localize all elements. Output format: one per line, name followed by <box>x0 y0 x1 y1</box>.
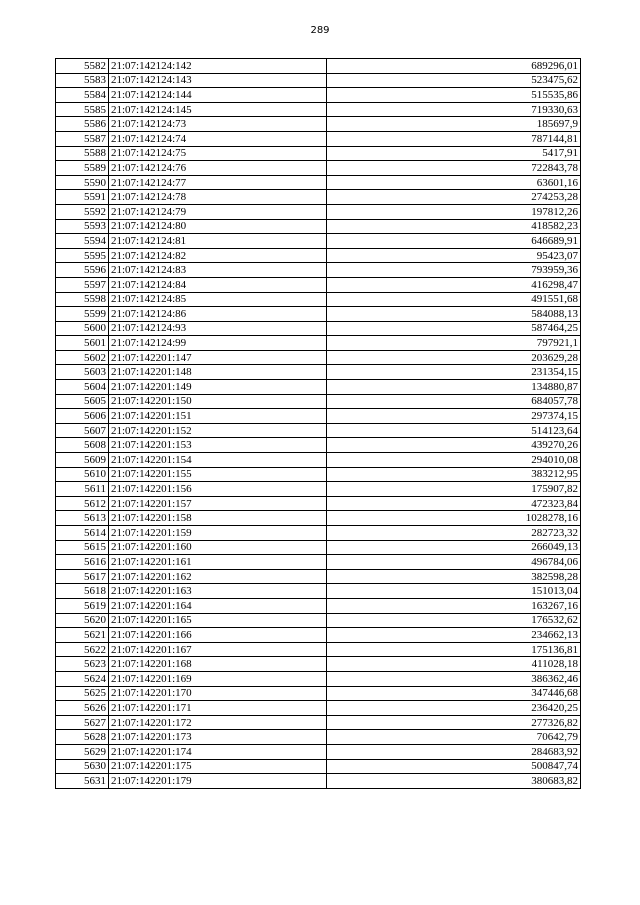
cadastral-number-cell: 21:07:142201:173 <box>109 730 327 745</box>
cadastral-number-cell: 21:07:142201:151 <box>109 409 327 424</box>
table-row <box>56 59 581 74</box>
cadastral-value-cell: 197812,26 <box>327 204 581 219</box>
row-number-cell: 5589 <box>56 161 109 176</box>
row-number-cell: 5588 <box>56 146 109 161</box>
cadastral-value-cell: 347446,68 <box>327 686 581 701</box>
table-row <box>56 321 581 336</box>
table-row <box>56 292 581 307</box>
table-row <box>56 511 581 526</box>
row-number-cell: 5607 <box>56 423 109 438</box>
cadastral-value-cell: 282723,32 <box>327 526 581 541</box>
table-row <box>56 671 581 686</box>
cadastral-value-cell: 284683,92 <box>327 744 581 759</box>
cadastral-number-cell: 21:07:142201:162 <box>109 569 327 584</box>
row-number-cell: 5595 <box>56 248 109 263</box>
row-number-cell: 5583 <box>56 73 109 88</box>
cadastral-value-cell: 411028,18 <box>327 657 581 672</box>
cadastral-value-cell: 95423,07 <box>327 248 581 263</box>
cadastral-number-cell: 21:07:142201:172 <box>109 715 327 730</box>
table-row <box>56 277 581 292</box>
table-row <box>56 248 581 263</box>
table-row <box>56 701 581 716</box>
cadastral-number-cell: 21:07:142124:145 <box>109 102 327 117</box>
cadastral-number-cell: 21:07:142124:74 <box>109 131 327 146</box>
table-row <box>56 161 581 176</box>
cadastral-value-cell: 793959,36 <box>327 263 581 278</box>
table-row <box>56 307 581 322</box>
table-row <box>56 584 581 599</box>
row-number-cell: 5625 <box>56 686 109 701</box>
cadastral-number-cell: 21:07:142201:160 <box>109 540 327 555</box>
row-number-cell: 5587 <box>56 131 109 146</box>
row-number-cell: 5616 <box>56 555 109 570</box>
cadastral-value-cell: 515535,86 <box>327 88 581 103</box>
table-row <box>56 774 581 789</box>
row-number-cell: 5604 <box>56 380 109 395</box>
row-number-cell: 5597 <box>56 277 109 292</box>
cadastral-value-cell: 203629,28 <box>327 350 581 365</box>
cadastral-value-cell: 266049,13 <box>327 540 581 555</box>
table-row <box>56 453 581 468</box>
table-row <box>56 569 581 584</box>
row-number-cell: 5612 <box>56 496 109 511</box>
cadastral-value-cell: 297374,15 <box>327 409 581 424</box>
cadastral-number-cell: 21:07:142201:154 <box>109 453 327 468</box>
row-number-cell: 5582 <box>56 59 109 74</box>
row-number-cell: 5609 <box>56 453 109 468</box>
cadastral-number-cell: 21:07:142201:169 <box>109 671 327 686</box>
cadastral-number-cell: 21:07:142124:76 <box>109 161 327 176</box>
table-body <box>56 59 581 789</box>
table-row <box>56 380 581 395</box>
cadastral-number-cell: 21:07:142201:168 <box>109 657 327 672</box>
cadastral-number-cell: 21:07:142124:82 <box>109 248 327 263</box>
table-row <box>56 88 581 103</box>
cadastral-value-cell: 163267,16 <box>327 598 581 613</box>
table-row <box>56 526 581 541</box>
row-number-cell: 5611 <box>56 482 109 497</box>
table-row <box>56 482 581 497</box>
cadastral-number-cell: 21:07:142201:167 <box>109 642 327 657</box>
cadastral-value-cell: 500847,74 <box>327 759 581 774</box>
row-number-cell: 5602 <box>56 350 109 365</box>
cadastral-number-cell: 21:07:142201:155 <box>109 467 327 482</box>
cadastral-number-cell: 21:07:142124:84 <box>109 277 327 292</box>
row-number-cell: 5592 <box>56 204 109 219</box>
table-row <box>56 628 581 643</box>
cadastral-number-cell: 21:07:142201:150 <box>109 394 327 409</box>
row-number-cell: 5584 <box>56 88 109 103</box>
cadastral-number-cell: 21:07:142201:179 <box>109 774 327 789</box>
cadastral-number-cell: 21:07:142201:147 <box>109 350 327 365</box>
cadastral-number-cell: 21:07:142201:161 <box>109 555 327 570</box>
cadastral-number-cell: 21:07:142124:78 <box>109 190 327 205</box>
cadastral-value-cell: 5417,91 <box>327 146 581 161</box>
cadastral-number-cell: 21:07:142201:158 <box>109 511 327 526</box>
cadastral-value-cell: 294010,08 <box>327 453 581 468</box>
row-number-cell: 5596 <box>56 263 109 278</box>
cadastral-value-cell: 1028278,16 <box>327 511 581 526</box>
row-number-cell: 5617 <box>56 569 109 584</box>
table-row <box>56 555 581 570</box>
table-row <box>56 642 581 657</box>
table-row <box>56 175 581 190</box>
row-number-cell: 5614 <box>56 526 109 541</box>
row-number-cell: 5603 <box>56 365 109 380</box>
row-number-cell: 5590 <box>56 175 109 190</box>
cadastral-value-table <box>55 58 581 789</box>
table-row <box>56 204 581 219</box>
cadastral-value-cell: 797921,1 <box>327 336 581 351</box>
page-number: 289 <box>310 25 330 36</box>
cadastral-value-cell: 719330,63 <box>327 102 581 117</box>
table-row <box>56 613 581 628</box>
cadastral-value-cell: 383212,95 <box>327 467 581 482</box>
row-number-cell: 5600 <box>56 321 109 336</box>
row-number-cell: 5628 <box>56 730 109 745</box>
row-number-cell: 5622 <box>56 642 109 657</box>
cadastral-value-cell: 514123,64 <box>327 423 581 438</box>
row-number-cell: 5593 <box>56 219 109 234</box>
cadastral-number-cell: 21:07:142124:85 <box>109 292 327 307</box>
table-row <box>56 759 581 774</box>
cadastral-number-cell: 21:07:142124:75 <box>109 146 327 161</box>
cadastral-number-cell: 21:07:142201:174 <box>109 744 327 759</box>
cadastral-number-cell: 21:07:142201:157 <box>109 496 327 511</box>
table-row <box>56 715 581 730</box>
row-number-cell: 5601 <box>56 336 109 351</box>
row-number-cell: 5618 <box>56 584 109 599</box>
cadastral-value-cell: 722843,78 <box>327 161 581 176</box>
cadastral-number-cell: 21:07:142201:148 <box>109 365 327 380</box>
cadastral-number-cell: 21:07:142124:73 <box>109 117 327 132</box>
cadastral-value-cell: 496784,06 <box>327 555 581 570</box>
cadastral-value-cell: 70642,79 <box>327 730 581 745</box>
row-number-cell: 5606 <box>56 409 109 424</box>
row-number-cell: 5620 <box>56 613 109 628</box>
cadastral-number-cell: 21:07:142124:77 <box>109 175 327 190</box>
cadastral-value-cell: 418582,23 <box>327 219 581 234</box>
cadastral-value-cell: 176532,62 <box>327 613 581 628</box>
cadastral-number-cell: 21:07:142124:99 <box>109 336 327 351</box>
table-row <box>56 102 581 117</box>
cadastral-number-cell: 21:07:142124:79 <box>109 204 327 219</box>
cadastral-value-cell: 787144,81 <box>327 131 581 146</box>
table-row <box>56 146 581 161</box>
cadastral-number-cell: 21:07:142201:165 <box>109 613 327 628</box>
row-number-cell: 5623 <box>56 657 109 672</box>
cadastral-number-cell: 21:07:142201:149 <box>109 380 327 395</box>
table-row <box>56 409 581 424</box>
table-row <box>56 496 581 511</box>
cadastral-number-cell: 21:07:142124:143 <box>109 73 327 88</box>
row-number-cell: 5626 <box>56 701 109 716</box>
cadastral-value-cell: 587464,25 <box>327 321 581 336</box>
row-number-cell: 5621 <box>56 628 109 643</box>
row-number-cell: 5586 <box>56 117 109 132</box>
cadastral-number-cell: 21:07:142201:164 <box>109 598 327 613</box>
row-number-cell: 5630 <box>56 759 109 774</box>
row-number-cell: 5615 <box>56 540 109 555</box>
table-row <box>56 394 581 409</box>
cadastral-value-cell: 523475,62 <box>327 73 581 88</box>
table-row <box>56 350 581 365</box>
table-row <box>56 657 581 672</box>
cadastral-value-cell: 236420,25 <box>327 701 581 716</box>
cadastral-number-cell: 21:07:142124:86 <box>109 307 327 322</box>
row-number-cell: 5610 <box>56 467 109 482</box>
row-number-cell: 5624 <box>56 671 109 686</box>
cadastral-value-cell: 382598,28 <box>327 569 581 584</box>
row-number-cell: 5608 <box>56 438 109 453</box>
table-row <box>56 467 581 482</box>
cadastral-number-cell: 21:07:142124:93 <box>109 321 327 336</box>
cadastral-value-cell: 134880,87 <box>327 380 581 395</box>
cadastral-number-cell: 21:07:142124:80 <box>109 219 327 234</box>
cadastral-number-cell: 21:07:142201:170 <box>109 686 327 701</box>
row-number-cell: 5627 <box>56 715 109 730</box>
cadastral-value-cell: 231354,15 <box>327 365 581 380</box>
table-row <box>56 117 581 132</box>
table-row <box>56 336 581 351</box>
row-number-cell: 5594 <box>56 234 109 249</box>
cadastral-value-cell: 175907,82 <box>327 482 581 497</box>
table-row <box>56 190 581 205</box>
row-number-cell: 5591 <box>56 190 109 205</box>
table-row <box>56 438 581 453</box>
cadastral-value-cell: 491551,68 <box>327 292 581 307</box>
cadastral-number-cell: 21:07:142124:142 <box>109 59 327 74</box>
cadastral-value-cell: 646689,91 <box>327 234 581 249</box>
table-row <box>56 219 581 234</box>
cadastral-value-cell: 416298,47 <box>327 277 581 292</box>
row-number-cell: 5613 <box>56 511 109 526</box>
row-number-cell: 5585 <box>56 102 109 117</box>
row-number-cell: 5629 <box>56 744 109 759</box>
row-number-cell: 5605 <box>56 394 109 409</box>
cadastral-value-cell: 380683,82 <box>327 774 581 789</box>
cadastral-number-cell: 21:07:142201:159 <box>109 526 327 541</box>
cadastral-value-cell: 439270,26 <box>327 438 581 453</box>
cadastral-number-cell: 21:07:142201:166 <box>109 628 327 643</box>
cadastral-number-cell: 21:07:142201:153 <box>109 438 327 453</box>
cadastral-value-cell: 684057,78 <box>327 394 581 409</box>
cadastral-value-cell: 584088,13 <box>327 307 581 322</box>
cadastral-value-cell: 472323,84 <box>327 496 581 511</box>
table-row <box>56 263 581 278</box>
cadastral-value-cell: 689296,01 <box>327 59 581 74</box>
table-row <box>56 423 581 438</box>
cadastral-value-cell: 234662,13 <box>327 628 581 643</box>
cadastral-number-cell: 21:07:142201:152 <box>109 423 327 438</box>
table-row <box>56 598 581 613</box>
cadastral-number-cell: 21:07:142201:171 <box>109 701 327 716</box>
table-row <box>56 365 581 380</box>
cadastral-value-cell: 386362,46 <box>327 671 581 686</box>
row-number-cell: 5619 <box>56 598 109 613</box>
table-row <box>56 730 581 745</box>
cadastral-value-cell: 185697,9 <box>327 117 581 132</box>
cadastral-value-cell: 274253,28 <box>327 190 581 205</box>
cadastral-number-cell: 21:07:142201:156 <box>109 482 327 497</box>
cadastral-number-cell: 21:07:142201:163 <box>109 584 327 599</box>
row-number-cell: 5599 <box>56 307 109 322</box>
table-row <box>56 73 581 88</box>
cadastral-number-cell: 21:07:142124:144 <box>109 88 327 103</box>
row-number-cell: 5631 <box>56 774 109 789</box>
cadastral-value-cell: 277326,82 <box>327 715 581 730</box>
cadastral-value-cell: 175136,81 <box>327 642 581 657</box>
table-row <box>56 686 581 701</box>
cadastral-number-cell: 21:07:142124:81 <box>109 234 327 249</box>
cadastral-number-cell: 21:07:142201:175 <box>109 759 327 774</box>
cadastral-value-cell: 151013,04 <box>327 584 581 599</box>
cadastral-number-cell: 21:07:142124:83 <box>109 263 327 278</box>
cadastral-value-cell: 63601,16 <box>327 175 581 190</box>
table-row <box>56 540 581 555</box>
table-row <box>56 131 581 146</box>
table-row <box>56 234 581 249</box>
row-number-cell: 5598 <box>56 292 109 307</box>
table-row <box>56 744 581 759</box>
